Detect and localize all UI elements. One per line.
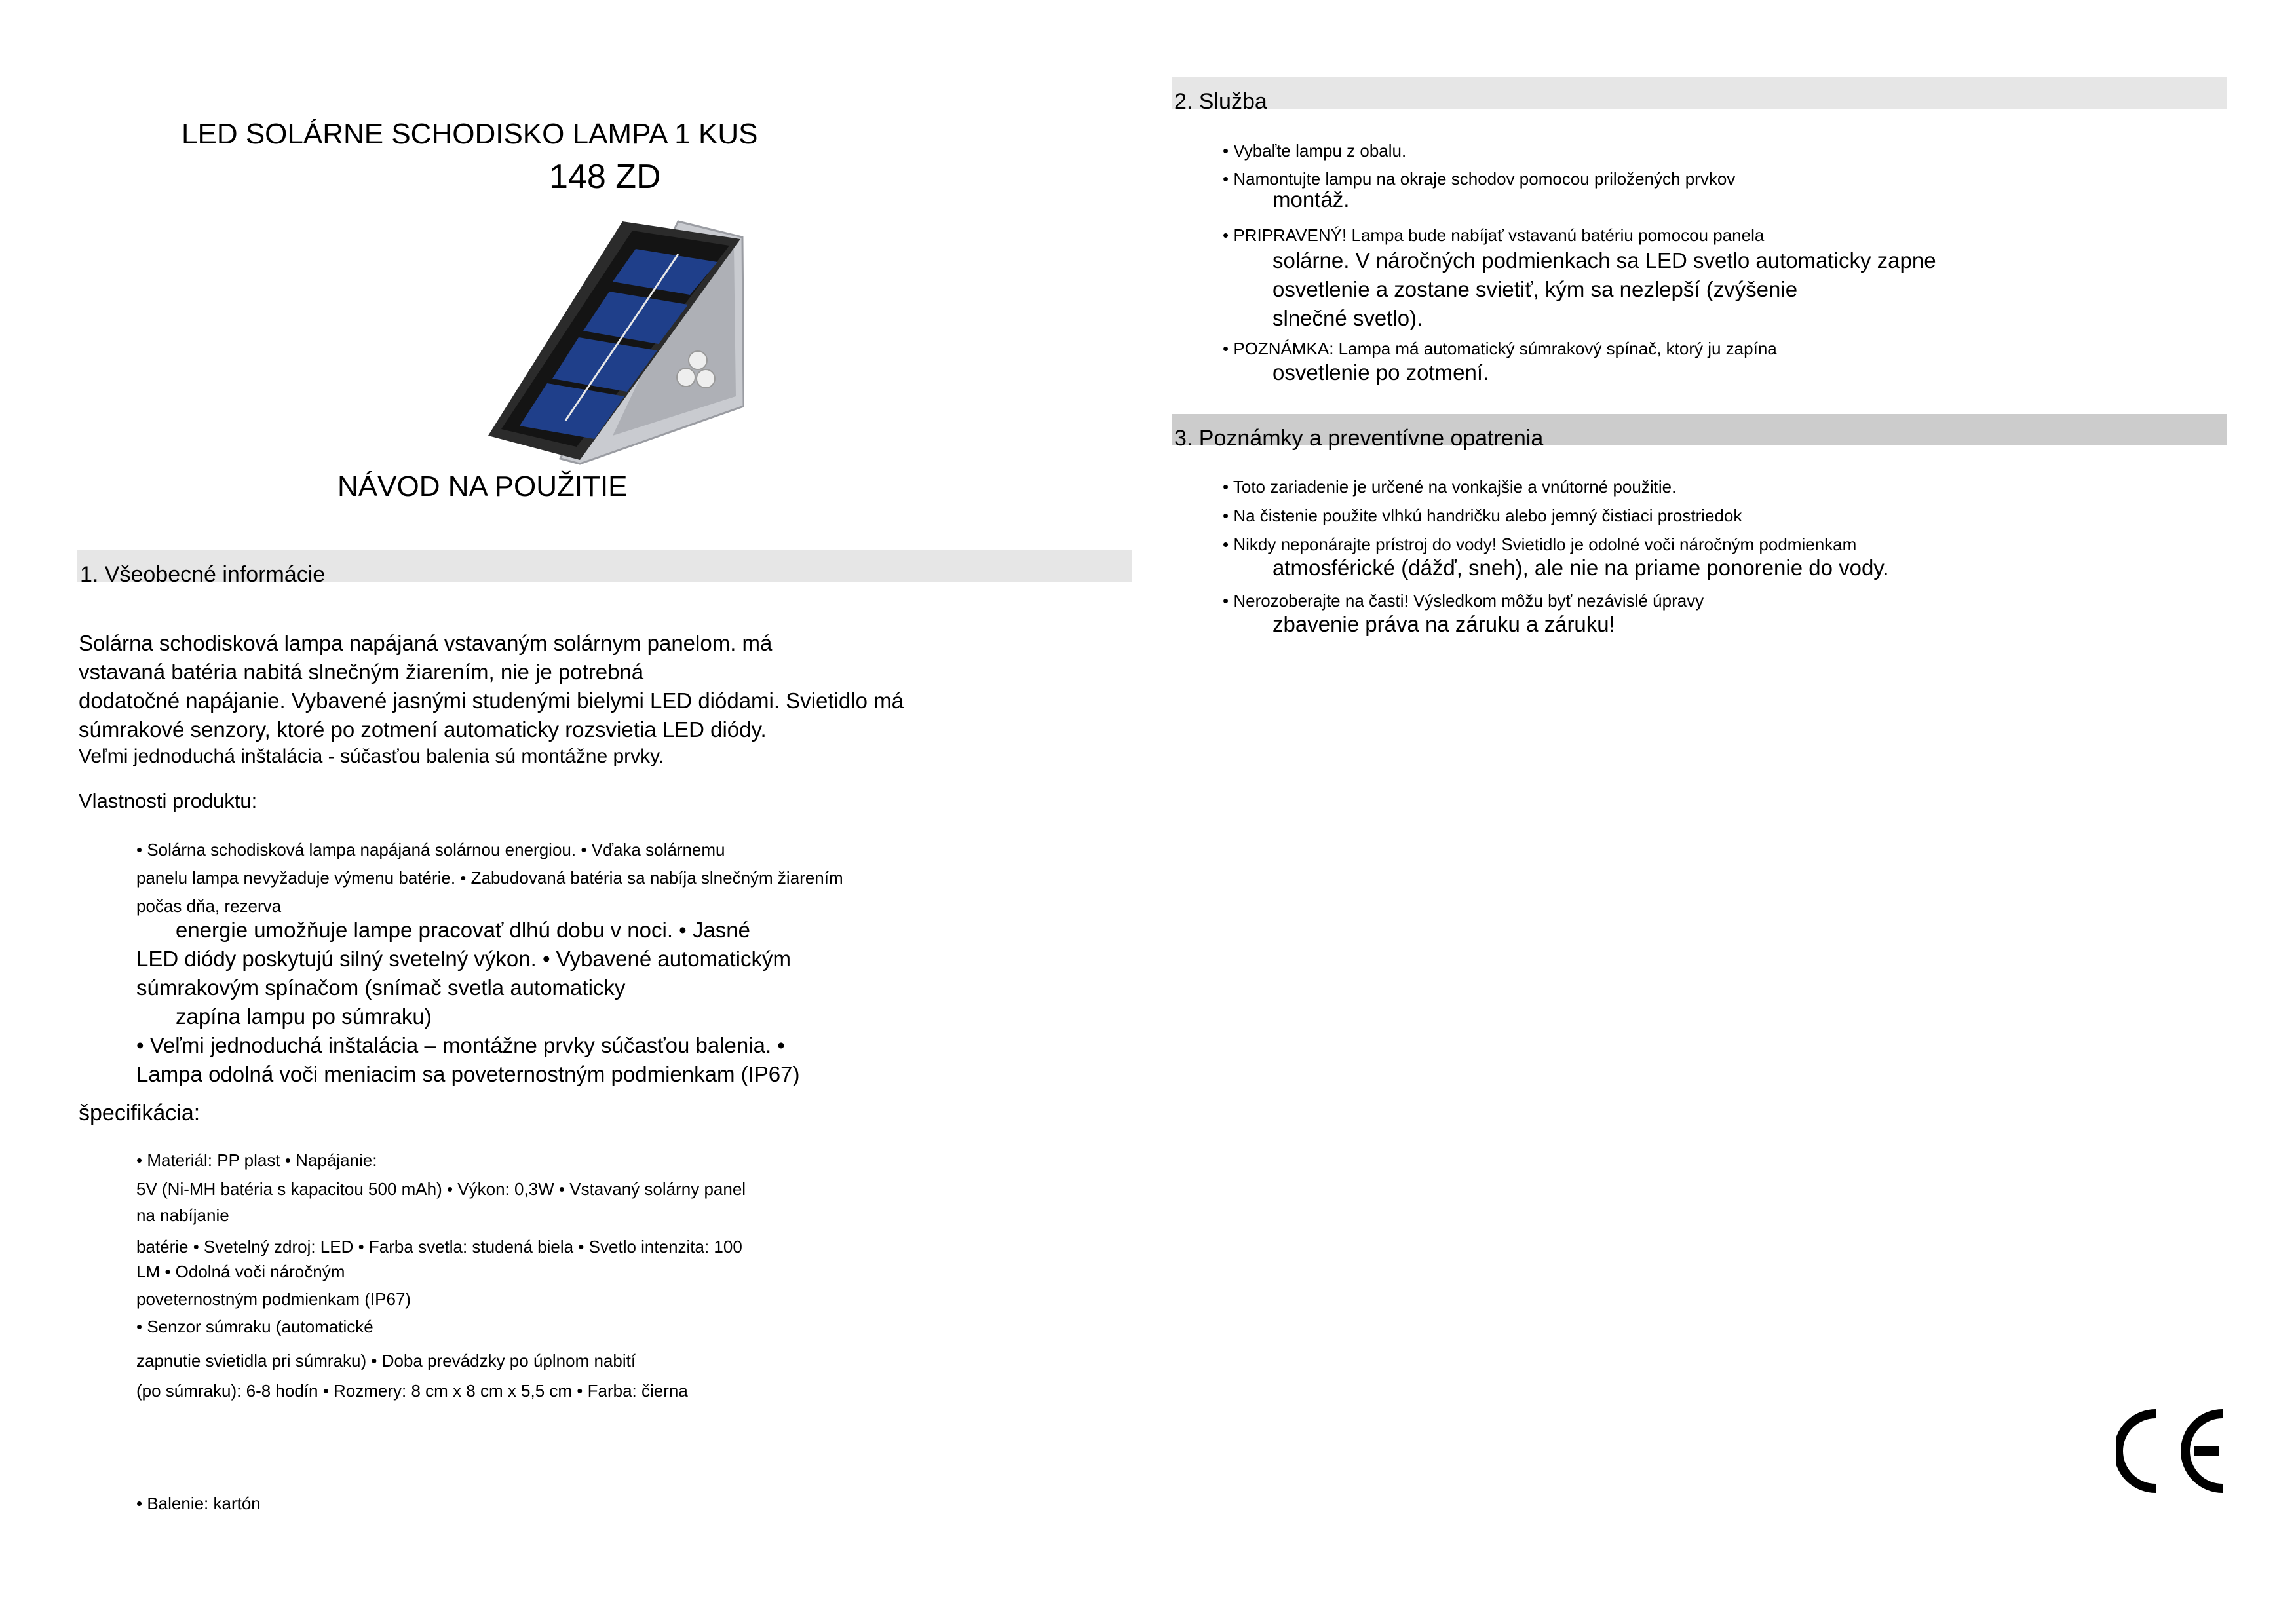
feature-line: Lampa odolná voči meniacim sa poveternostným podmienkam (IP67) xyxy=(136,1062,800,1086)
service-item-cont xyxy=(1272,246,1936,333)
features-heading: Vlastnosti produktu: xyxy=(79,789,258,812)
packaging-line: • Balenie: kartón xyxy=(136,1494,261,1513)
manual-title: NÁVOD NA POUŽITIE xyxy=(337,470,628,502)
spec-line: • Materiál: PP plast • Napájanie: xyxy=(136,1150,377,1170)
note-item: • Toto zariadenie je určené na vonkajšie a vnútorné použitie. xyxy=(1223,477,1677,497)
section-3-heading: 3. Poznámky a preventívne opatrenia xyxy=(1174,426,1544,451)
service-item: • Vybaľte lampu z obalu. xyxy=(1223,141,1407,161)
intro-line: vstavaná batéria nabitá slnečným žiarením, nie je potrebná xyxy=(79,660,644,684)
intro-line: Solárna schodisková lampa napájaná vstavaným solárnym panelom. má xyxy=(79,631,773,655)
service-cont-line: osvetlenie a zostane svietiť, kým sa nezlepší (zvýšenie xyxy=(1272,277,1798,301)
service-item: • POZNÁMKA: Lampa má automatický súmrakový spínač, ktorý ju zapína xyxy=(1223,339,1777,358)
section-1-heading: 1. Všeobecné informácie xyxy=(80,562,326,587)
install-note: Veľmi jednoduchá inštalácia - súčasťou balenia sú montážne prvky. xyxy=(79,746,664,767)
service-cont-line: solárne. V náročných podmienkach sa LED svetlo automaticky zapne xyxy=(1272,248,1936,273)
section-3-header xyxy=(1172,414,2227,451)
spec-line: 5V (Ni-MH batéria s kapacitou 500 mAh) • Výkon: 0,3W • Vstavaný solárny panel xyxy=(136,1179,746,1199)
spec-heading: špecifikácia: xyxy=(79,1101,201,1125)
product-image xyxy=(482,210,744,465)
spec-line: • Senzor súmraku (automatické xyxy=(136,1317,373,1336)
spec-line: zapnutie svietidla pri súmraku) • Doba prevádzky po úplnom nabití xyxy=(136,1351,636,1370)
feature-line: súmrakovým spínačom (snímač svetla automaticky xyxy=(136,975,626,1000)
feature-line: panelu lampa nevyžaduje výmenu batérie. • Zabudovaná batéria sa nabíja slnečným žiarením xyxy=(136,868,843,888)
spec-line: (po súmraku): 6-8 hodín • Rozmery: 8 cm x 8 cm x 5,5 cm • Farba: čierna xyxy=(136,1381,688,1401)
service-item: • PRIPRAVENÝ! Lampa bude nabíjať vstavanú batériu pomocou panela xyxy=(1223,225,1765,245)
feature-line: počas dňa, rezerva xyxy=(136,896,282,916)
intro-paragraph xyxy=(79,629,904,744)
section-2-heading: 2. Služba xyxy=(1174,89,1267,114)
service-item: • Namontujte lampu na okraje schodov pomocou priložených prvkov xyxy=(1223,169,1736,189)
note-item-cont: atmosférické (dážď, sneh), ale nie na priame ponorenie do vody. xyxy=(1272,556,1889,580)
features-small xyxy=(136,836,843,920)
feature-line: • Solárna schodisková lampa napájaná solárnou energiou. • Vďaka solárnemu xyxy=(136,840,725,859)
service-item-cont: montáž. xyxy=(1272,187,1350,212)
feature-line: energie umožňuje lampe pracovať dlhú dobu v noci. • Jasné xyxy=(176,918,750,942)
spec-line: LM • Odolná voči náročným xyxy=(136,1262,345,1281)
feature-line: • Veľmi jednoduchá inštalácia – montážne prvky súčasťou balenia. • xyxy=(136,1033,785,1057)
intro-line: dodatočné napájanie. Vybavené jasnými studenými bielymi LED diódami. Svietidlo má xyxy=(79,689,904,713)
spec-line: poveternostným podmienkam (IP67) xyxy=(136,1289,411,1309)
note-item: • Nerozoberajte na časti! Výsledkom môžu byť nezávislé úpravy xyxy=(1223,591,1704,611)
note-item-cont: zbavenie práva na záruku a záruku! xyxy=(1272,612,1615,636)
note-item: • Na čistenie použite vlhkú handričku alebo jemný čistiaci prostriedok xyxy=(1223,506,1742,525)
service-cont-line: slnečné svetlo). xyxy=(1272,306,1423,330)
note-item: • Nikdy neponárajte prístroj do vody! Svietidlo je odolné voči náročným podmienkam xyxy=(1223,535,1857,554)
spec-line: na nabíjanie xyxy=(136,1205,229,1225)
features-large xyxy=(136,916,800,1089)
spec-line: batérie • Svetelný zdroj: LED • Farba svetla: studená biela • Svetlo intenzita: 100 xyxy=(136,1237,742,1256)
product-title: LED SOLÁRNE SCHODISKO LAMPA 1 KUS xyxy=(182,118,758,150)
section-1-header xyxy=(77,550,1132,587)
ce-mark-text: CE xyxy=(2116,1408,2118,1409)
feature-line: LED diódy poskytujú silný svetelný výkon. • Vybavené automatickým xyxy=(136,947,791,971)
product-price: 148 ZD xyxy=(549,158,661,196)
service-item-cont: osvetlenie po zotmení. xyxy=(1272,360,1489,385)
ce-mark-icon xyxy=(2116,1408,2234,1494)
section-2-header xyxy=(1172,77,2227,114)
intro-line: súmrakové senzory, ktoré po zotmení automaticky rozsvietia LED diódy. xyxy=(79,717,767,742)
feature-line: zapína lampu po súmraku) xyxy=(176,1004,432,1029)
